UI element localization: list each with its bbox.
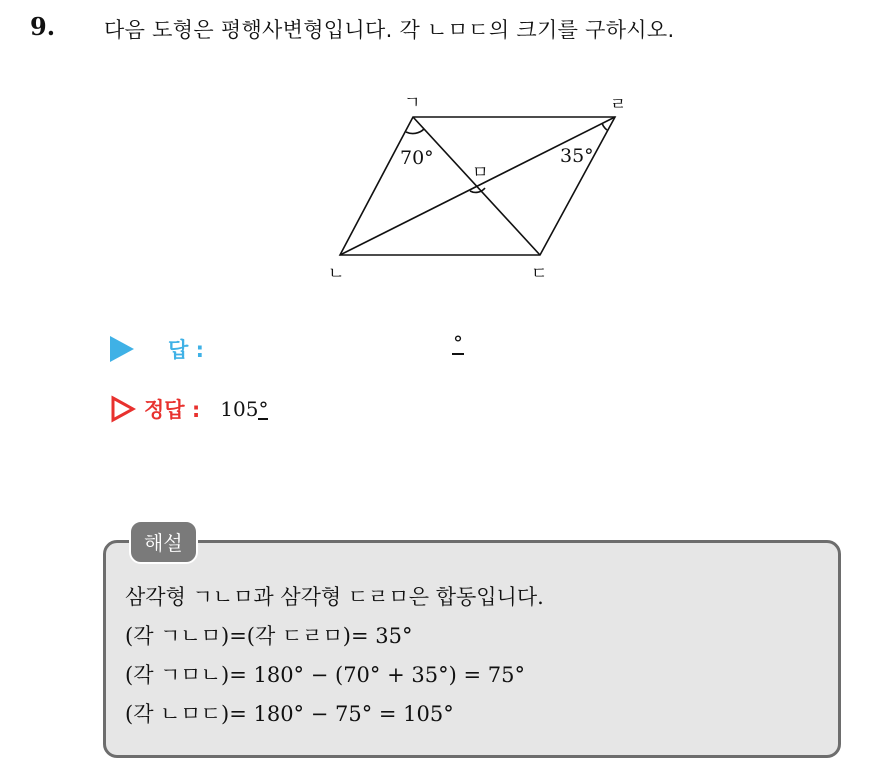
vertex-label-top-left: ㄱ (404, 93, 421, 113)
correct-answer-row (110, 394, 268, 424)
vertex-label-bottom-left: ㄴ (328, 264, 345, 284)
angle-arc-top-right (602, 123, 607, 130)
explanation-line: (각 ㄱㅁㄴ)= 180° − (70° + 35°) = 75° (125, 663, 525, 687)
play-outline-icon (110, 395, 136, 423)
explanation-tab: 해설 (129, 520, 198, 564)
answer-row (110, 334, 204, 364)
question-text: 다음 도형은 평행사변형입니다. 각 ㄴㅁㄷ의 크기를 구하시오. (104, 18, 675, 42)
explanation-line: 삼각형 ㄱㄴㅁ과 삼각형 ㄷㄹㅁ은 합동입니다. (125, 585, 544, 609)
question-number: 9. (30, 12, 56, 41)
parallelogram-figure (320, 84, 640, 289)
correct-answer-value (220, 397, 268, 421)
angle-label-35: 35° (560, 145, 594, 167)
explanation-line: (각 ㄴㅁㄷ)= 180° − 75° = 105° (125, 702, 454, 726)
explanation-line: (각 ㄱㄴㅁ)=(각 ㄷㄹㅁ)= 35° (125, 624, 413, 648)
vertex-label-center: ㅁ (472, 163, 489, 183)
correct-value-unit: ° (258, 397, 269, 421)
correct-value-number: 105 (220, 397, 259, 421)
answer-blank-unit: ° (453, 331, 463, 355)
diagonal-rieul-nieun (340, 117, 615, 255)
play-arrow-icon (110, 336, 134, 362)
explanation-lines (125, 578, 544, 734)
angle-arc-top-left (406, 129, 424, 134)
angle-label-70: 70° (400, 147, 434, 169)
vertex-label-bottom-right: ㄷ (531, 264, 548, 284)
answer-label: 답 : (168, 338, 204, 362)
vertex-label-top-right: ㄹ (610, 95, 627, 115)
correct-answer-label: 정답 : (144, 398, 201, 422)
